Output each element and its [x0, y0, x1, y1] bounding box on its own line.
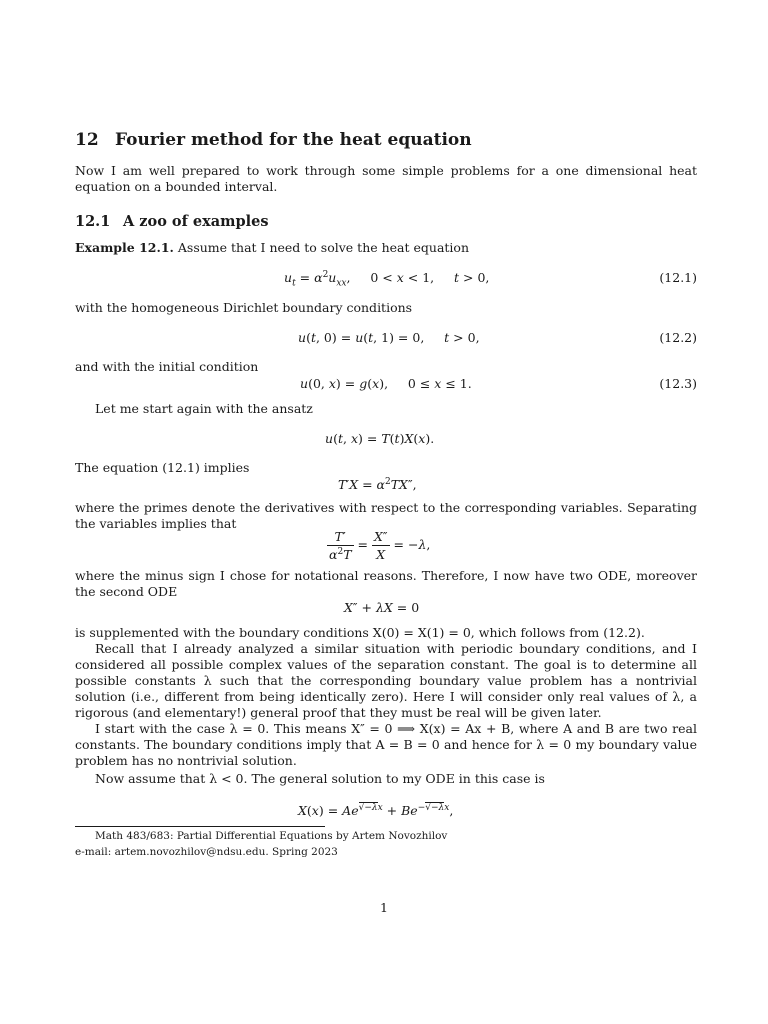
ansatz-text: Let me start again with the ansatz — [95, 401, 313, 416]
subsection-heading — [75, 213, 269, 230]
example-text: Assume that I need to solve the heat equation — [177, 240, 470, 255]
recall-paragraph: Recall that I already analyzed a similar situation with periodic boundary conditions, and I considered all possible complex values of the separation constant. The goal is to determine all possible constants λ such that the corresponding boundary value problem has a nontrivial solution (i.e., different from being identically zero). Here I will consider only real values of λ, a rigorous (and elementary!) general proof that they must be real will be given later. — [75, 641, 697, 720]
dirichlet-text: with the homogeneous Dirichlet boundary conditions — [75, 300, 413, 315]
section-heading — [75, 130, 472, 150]
equation-12-3: u(0, x) = g(x), 0 ≤ x ≤ 1. — [300, 376, 472, 391]
subsection-number: 12.1 — [75, 213, 111, 230]
example-line — [75, 240, 469, 256]
minus-paragraph: where the minus sign I chose for notational reasons. Therefore, I now have two ODE, moreover the second ODE — [75, 568, 697, 599]
intro-paragraph: Now I am well prepared to work through some simple problems for a one dimensional heat equation on a bounded interval. — [75, 163, 697, 194]
separation-equation: $T'X = \alpha^2TX''$, — [338, 477, 417, 493]
page-number: 1 — [380, 900, 388, 915]
equation-12-1: $u_t = \alpha^2u_{xx}$, 0 < x < 1, t > 0, — [284, 270, 490, 289]
section-number: 12 — [75, 130, 99, 150]
case-zero-paragraph: I start with the case λ = 0. This means X″ = 0 ⟹ X(x) = Ax + B, where A and B are two real constants. The boundary conditions imply that A = B = 0 and hence for λ = 0 my boundary value problem has no nontrivial solution. — [75, 721, 697, 768]
footnote-line-1: Math 483/683: Partial Differential Equations by Artem Novozhilov — [95, 830, 448, 842]
ansatz-equation: u(t, x) = T(t)X(x). — [325, 431, 435, 446]
bc-text: is supplemented with the boundary conditions X(0) = X(1) = 0, which follows from (12.2). — [75, 625, 645, 640]
example-label: Example 12.1. — [75, 240, 174, 255]
equation-12-2: u(t, 0) = u(t, 1) = 0, t > 0, — [298, 330, 480, 345]
fraction-equation: $\frac{T'}{\alpha^2T}$ = $\frac{X''}{X}$ = −λ, — [329, 529, 431, 563]
equation-tag-12-2: (12.2) — [659, 330, 697, 345]
section-title: Fourier method for the heat equation — [115, 130, 472, 150]
subsection-title: A zoo of examples — [123, 213, 269, 230]
implies-text: The equation (12.1) implies — [75, 460, 250, 475]
negative-case-text: Now assume that λ < 0. The general solution to my ODE in this case is — [95, 771, 545, 786]
equation-tag-12-3: (12.3) — [659, 376, 697, 391]
primes-paragraph: where the primes denote the derivatives with respect to the corresponding variables. Separating the variables implies that — [75, 500, 697, 531]
footnote-line-2: e-mail: artem.novozhilov@ndsu.edu. Spring 2023 — [75, 846, 338, 858]
equation-tag-12-1: (12.1) — [659, 270, 697, 285]
footnote-rule — [75, 826, 325, 827]
ode-equation: X″ + λX = 0 — [344, 600, 420, 615]
general-solution-equation: $X(x) = Ae^{√-\lambda x} + Be^{-√-\lambda x}$, — [298, 803, 454, 819]
initial-text: and with the initial condition — [75, 359, 259, 374]
